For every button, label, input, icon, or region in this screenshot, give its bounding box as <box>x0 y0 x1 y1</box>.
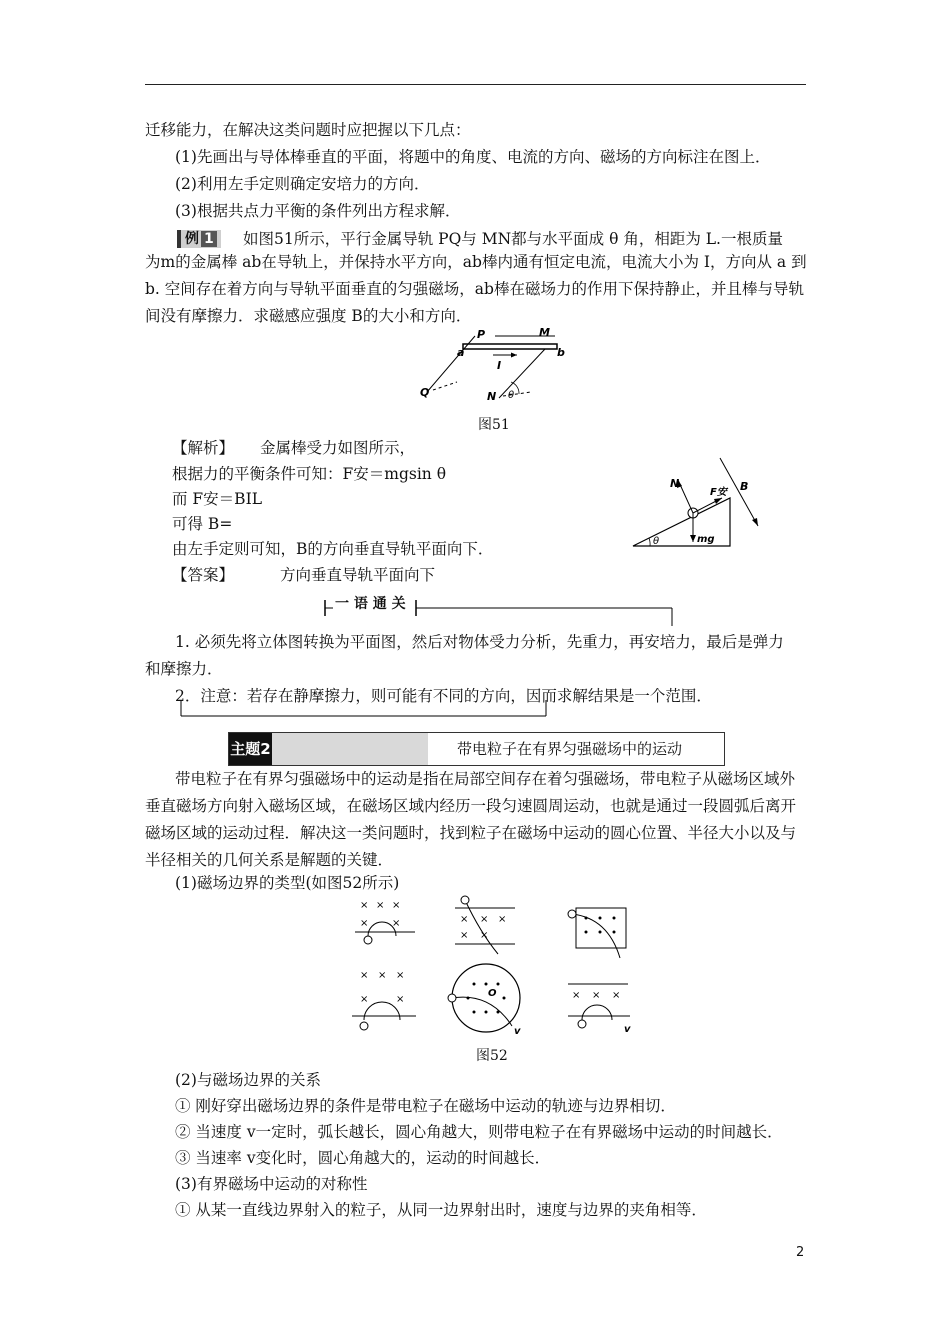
trajectory-arc <box>572 914 620 958</box>
solution-intro: 金属棒受力如图所示， <box>260 439 416 457</box>
field-dot <box>599 931 602 934</box>
point-2: (2)利用左手定则确定安培力的方向． <box>175 175 430 193</box>
solution-line-2: 而 F安＝BIL <box>172 490 262 508</box>
cross-mark: × <box>360 970 369 981</box>
force-diagram <box>630 450 770 550</box>
positive-charge <box>448 994 456 1002</box>
label-i: I <box>497 359 502 372</box>
field-dot <box>473 983 476 986</box>
label-q: Q <box>420 386 430 399</box>
cross-mark: × <box>378 970 387 981</box>
summary-point-2: 2．注意：若存在静摩擦力，则可能有不同的方向，因而求解结果是一个范围． <box>175 687 712 705</box>
cross-mark: × <box>480 930 489 941</box>
current-arrow-head <box>511 353 517 358</box>
field-dot <box>613 931 616 934</box>
answer-text: 方向垂直导轨平面向下 <box>280 566 436 584</box>
topic-paragraph: 带电粒子在有界匀强磁场中的运动是指在局部空间存在着匀强磁场，带电粒子从磁场区域外垂直磁场方向射入磁场区域，在磁场区域内经历一段匀速圆周运动，也就是通过一段圆弧后离开磁场区域的运动过程．解决这一类问题时，找到粒子在磁场中运动的圆心位置、半径大小以及与半径相关的几何关系是解题的关键． <box>145 770 797 869</box>
topic-item-2-point-1: ① 刚好穿出磁场边界的条件是带电粒子在磁场中运动的轨迹与边界相切． <box>175 1097 676 1115</box>
topic-item-2-point-2: ② 当速度 v一定时，弧长越长，圆心角越大，则带电粒子在有界磁场中运动的时间越长． <box>175 1123 783 1141</box>
negative-charge <box>364 936 372 944</box>
cross-mark: × <box>592 990 601 1001</box>
gravity-head <box>690 535 696 542</box>
circular-field <box>452 964 520 1032</box>
field-dot <box>599 917 602 920</box>
point-3: (3)根据共点力平衡的条件列出方程求解． <box>175 202 461 220</box>
cross-mark: × <box>612 990 621 1001</box>
topic-2-header <box>228 732 725 766</box>
label-b: b <box>557 346 565 359</box>
field-dot <box>613 917 616 920</box>
cross-mark: × <box>396 994 405 1005</box>
positive-charge <box>461 896 469 904</box>
panel-1 <box>355 900 415 944</box>
cross-mark: × <box>360 994 369 1005</box>
field-dot <box>473 1011 476 1014</box>
incline-angle <box>649 538 650 546</box>
topic-item-3-point-1: ① 从某一直线边界射入的粒子，从同一边界射出时，速度与边界的夹角相等． <box>175 1201 707 1219</box>
example-badge-label: 例 <box>185 231 199 247</box>
label-p: P <box>477 328 486 341</box>
solution-line-4: 由左手定则可知，B的方向垂直导轨平面向下． <box>172 540 494 558</box>
example-badge <box>177 228 221 248</box>
topic-badge-fill <box>272 733 428 765</box>
label-b: B <box>740 480 749 493</box>
figure-51-caption: 图51 <box>478 417 510 433</box>
figure-52-boundaries <box>340 892 640 1042</box>
negative-charge <box>360 1022 368 1030</box>
panel-3 <box>568 908 626 958</box>
topic-badge: 主题2 <box>229 733 272 765</box>
summary-point-1-cont: 和摩擦力． <box>145 660 223 678</box>
answer-label: 【答案】 <box>172 566 235 584</box>
summary-point-1: 1. 必须先将立体图转换为平面图，然后对物体受力分析，先重力，再安培力，最后是弹力 <box>175 633 784 651</box>
panel-5 <box>448 964 521 1037</box>
cross-mark: × <box>392 900 401 911</box>
negative-charge <box>578 1020 586 1028</box>
label-n: N <box>487 390 497 403</box>
horizontal-dashed-left <box>433 382 457 390</box>
label-center: O <box>488 988 497 999</box>
example-text-body: 为m的金属棒 ab在导轨上，并保持水平方向，ab棒内通有恒定电流，电流大小为 I，方向从 a 到 b. 空间存在着方向与导轨平面垂直的匀强磁场，ab棒在磁场力的作用下保持静止，并且棒与导轨间没有摩擦力．求磁感应强度 B的大小和方向． <box>145 253 807 325</box>
example-badge-number: 1 <box>201 231 217 247</box>
trajectory-arc <box>582 1005 612 1020</box>
label-n: N <box>670 477 680 490</box>
field-dot <box>497 983 500 986</box>
label-velocity: v <box>514 1026 521 1037</box>
label-theta: θ <box>653 536 660 547</box>
label-mg: mg <box>697 534 715 545</box>
label-a: a <box>457 346 465 359</box>
cross-mark: × <box>360 900 369 911</box>
cross-mark: × <box>480 914 489 925</box>
topic-item-3: (3)有界磁场中运动的对称性 <box>175 1175 368 1193</box>
cross-mark: × <box>572 990 581 1001</box>
field-dot <box>503 997 506 1000</box>
panel-6 <box>568 984 631 1035</box>
rail-mn <box>499 349 545 398</box>
topic-item-1: (1)磁场边界的类型(如图52所示) <box>175 874 400 892</box>
solution-line-3: 可得 B= <box>172 515 233 533</box>
cross-mark: × <box>392 918 401 929</box>
intro-line: 迁移能力，在解决这类问题时应把握以下几点： <box>145 121 471 139</box>
label-theta: θ <box>508 390 515 401</box>
topic-title: 带电粒子在有界匀强磁场中的运动 <box>457 740 683 758</box>
example-text-first-line: 如图51所示，平行金属导轨 PQ与 MN都与水平面成 θ 角，相距为 L.一根质量 <box>243 230 783 248</box>
positive-charge <box>568 910 576 918</box>
label-f-an: F安 <box>710 487 727 498</box>
cross-mark: × <box>360 918 369 929</box>
page-number: 2 <box>796 1245 805 1260</box>
figure-51-rails <box>415 326 575 406</box>
cross-mark: × <box>460 930 469 941</box>
topic-item-2-point-3: ③ 当速率 v变化时，圆心角越大的，运动的时间越长． <box>175 1149 551 1167</box>
header-rule <box>145 84 806 85</box>
trajectory-arc <box>364 1002 400 1020</box>
label-velocity: v <box>624 1024 631 1035</box>
cross-mark: × <box>376 900 385 911</box>
field-b-head <box>752 518 758 526</box>
summary-title: 一 语 通 关 <box>335 596 406 612</box>
panel-4 <box>352 970 416 1030</box>
field-dot <box>485 983 488 986</box>
square-field <box>576 908 626 948</box>
field-dot <box>585 931 588 934</box>
topic-item-2: (2)与磁场边界的关系 <box>175 1071 321 1089</box>
solution-line-1: 根据力的平衡条件可知：F安＝mgsin θ <box>172 465 447 483</box>
incline <box>633 498 730 546</box>
panel-2 <box>455 896 515 954</box>
figure-52-caption: 图52 <box>476 1048 508 1064</box>
solution-label: 【解析】 <box>172 439 235 457</box>
cross-mark: × <box>498 914 507 925</box>
point-1: (1)先画出与导体棒垂直的平面，将题中的角度、电流的方向、磁场的方向标注在图上． <box>175 148 771 166</box>
metal-bar <box>463 344 557 349</box>
field-dot <box>485 1011 488 1014</box>
label-m: M <box>539 326 550 339</box>
cross-mark: × <box>460 914 469 925</box>
cross-mark: × <box>396 970 405 981</box>
